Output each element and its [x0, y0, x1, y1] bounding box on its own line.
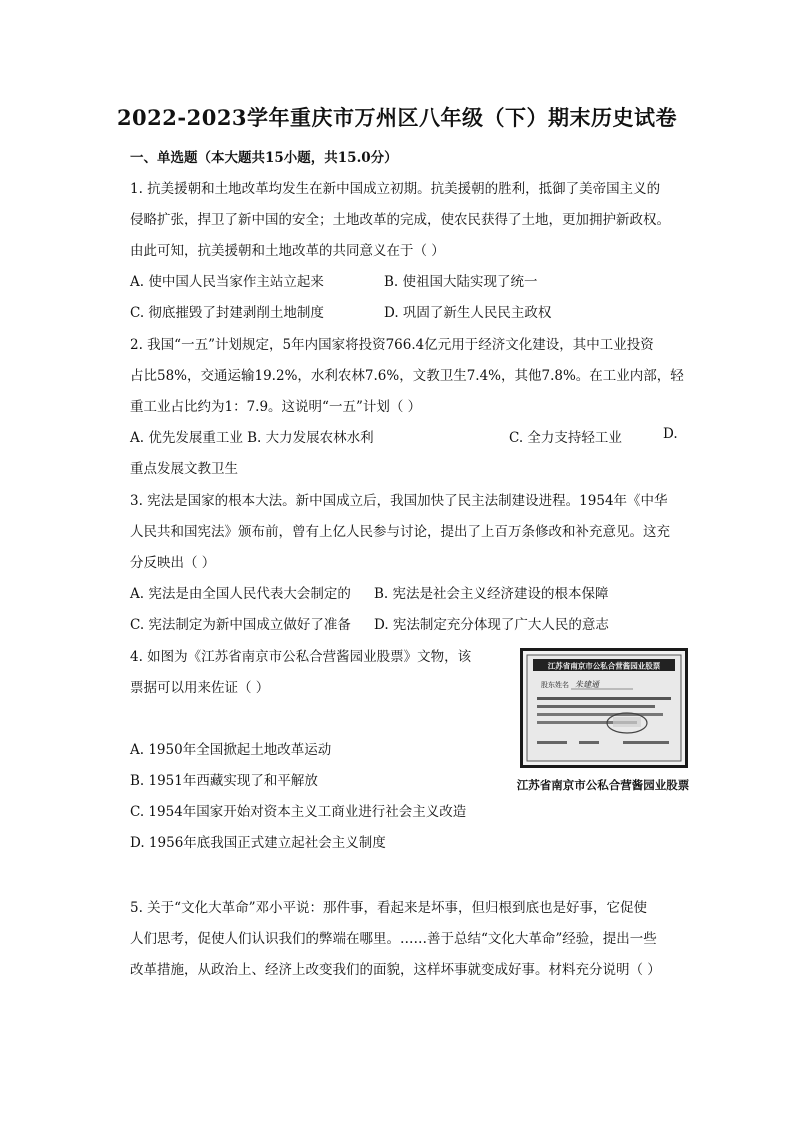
q3-line-2: 人民共和国宪法》颁布前，曾有上亿人民参与讨论，提出了上百万条修改和补充意见。这充 — [130, 524, 670, 540]
section-heading: 一、单选题（本大题共15小题，共15.0分） — [130, 150, 398, 166]
stock-certificate-image — [520, 648, 688, 768]
q4-option-c[interactable]: C. 1954年国家开始对资本主义工商业进行社会主义改造 — [130, 804, 467, 820]
page-title: 2022-2023学年重庆市万州区八年级（下）期末历史试卷 — [116, 105, 678, 130]
q3-line-3: 分反映出（ ） — [130, 555, 216, 571]
q1-option-a[interactable]: A. 使中国人民当家作主站立起来 — [130, 274, 324, 290]
q1-option-c[interactable]: C. 彻底摧毁了封建剥削土地制度 — [130, 305, 324, 321]
certificate-name-label: 股东姓名 — [541, 681, 569, 689]
q1-option-b[interactable]: B. 使祖国大陆实现了统一 — [384, 274, 538, 290]
q4-option-b[interactable]: B. 1951年西藏实现了和平解放 — [130, 773, 318, 789]
q4-option-d[interactable]: D. 1956年底我国正式建立起社会主义制度 — [130, 835, 386, 851]
q5-line-3: 改革措施，从政治上、经济上改变我们的面貌，这样坏事就变成好事。材料充分说明（ ） — [130, 962, 661, 978]
q2-line-2: 占比58%，交通运输19.2%，水利农林7.6%，文教卫生7.4%，其他7.8%。在工业内部，轻 — [130, 368, 684, 384]
q4-line-2: 票据可以用来佐证（ ） — [130, 680, 270, 696]
q1-line-2: 侵略扩张，捍卫了新中国的安全；土地改革的完成，使农民获得了土地，更加拥护新政权。 — [130, 212, 670, 228]
q4-line-1: 4. 如图为《江苏省南京市公私合营酱园业股票》文物，该 — [130, 649, 472, 665]
certificate-name-value: 朱建通 — [575, 680, 599, 689]
q2-option-c[interactable]: C. 全力支持轻工业 — [509, 430, 622, 446]
q2-line-1: 2. 我国“一五”计划规定，5年内国家将投资766.4亿元用于经济文化建设，其中工业投资 — [130, 337, 654, 353]
q1-line-3: 由此可知，抗美援朝和土地改革的共同意义在于（ ） — [130, 243, 445, 259]
certificate-header: 江苏省南京市公私合营酱园业股票 — [547, 661, 661, 671]
q2-option-ab[interactable]: A. 优先发展重工业 B. 大力发展农林水利 — [130, 430, 374, 446]
q3-option-b[interactable]: B. 宪法是社会主义经济建设的根本保障 — [374, 586, 609, 602]
q5-line-2: 人们思考，促使人们认识我们的弊端在哪里。……善于总结“文化大革命”经验，提出一些 — [130, 931, 657, 947]
q1-line-1: 1. 抗美援朝和土地改革均发生在新中国成立初期。抗美援朝的胜利，抵御了美帝国主义的 — [130, 181, 661, 197]
q1-option-d[interactable]: D. 巩固了新生人民民主政权 — [384, 305, 552, 321]
stock-certificate-drawing — [523, 651, 685, 765]
q2-line-3: 重工业占比约为1：7.9。这说明“一五”计划（ ） — [130, 399, 422, 415]
figure-caption: 江苏省南京市公私合营酱园业股票 — [516, 778, 690, 792]
q3-option-c[interactable]: C. 宪法制定为新中国成立做好了准备 — [130, 617, 351, 633]
q3-option-d[interactable]: D. 宪法制定充分体现了广大人民的意志 — [374, 617, 609, 633]
q3-option-a[interactable]: A. 宪法是由全国人民代表大会制定的 — [130, 586, 351, 602]
q2-option-d[interactable]: D. — [663, 426, 678, 442]
q5-line-1: 5. 关于“文化大革命”邓小平说：那件事，看起来是坏事，但归根到底也是好事，它促使 — [130, 900, 647, 916]
q3-line-1: 3. 宪法是国家的根本大法。新中国成立后，我国加快了民主法制建设进程。1954年《中华 — [130, 493, 668, 509]
q2-option-d-text[interactable]: 重点发展文教卫生 — [130, 461, 238, 477]
q4-option-a[interactable]: A. 1950年全国掀起土地改革运动 — [130, 742, 332, 758]
